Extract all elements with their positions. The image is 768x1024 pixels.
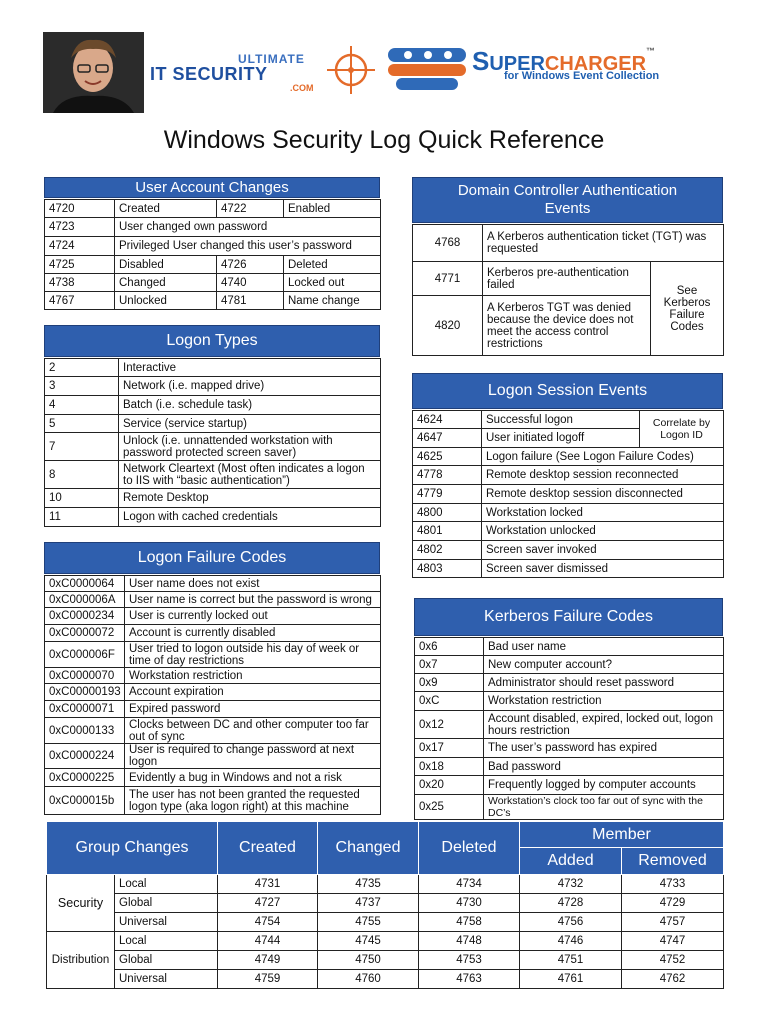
- event-desc: Enabled: [284, 200, 381, 218]
- event-id: 4801: [413, 522, 482, 541]
- event-id: 4752: [622, 951, 724, 970]
- sc-tm: ™: [646, 46, 656, 56]
- scope-label: Local: [115, 932, 218, 951]
- table-row: [413, 225, 724, 262]
- type-id: 8: [45, 461, 119, 489]
- col-deleted: Deleted: [419, 822, 520, 875]
- event-id: 4731: [218, 875, 318, 894]
- event-id: 4757: [622, 913, 724, 932]
- event-desc: Kerberos pre-authentication failed: [483, 262, 651, 296]
- failure-desc: Expired password: [125, 701, 381, 718]
- table-row: [45, 744, 381, 769]
- table-row: [415, 692, 724, 711]
- event-desc: Remote desktop session reconnected: [482, 466, 724, 485]
- failure-desc: User name is correct but the password is wrong: [125, 592, 381, 608]
- event-id: 4738: [45, 274, 115, 292]
- failure-code: 0xC0000070: [45, 668, 125, 684]
- event-id: 4737: [318, 894, 419, 913]
- group-header-row: [47, 822, 724, 848]
- table-row: [45, 218, 381, 237]
- ultimate-it-security-logo: [150, 44, 382, 100]
- event-id: 4753: [419, 951, 520, 970]
- logon-types-table: [44, 358, 381, 527]
- table-row: [47, 951, 724, 970]
- event-id: 4726: [217, 256, 284, 274]
- type-desc: Unlock (i.e. unnattended workstation with password protected screen saver): [119, 433, 381, 461]
- table-row: [47, 970, 724, 989]
- event-id: 4771: [413, 262, 483, 296]
- supercharger-logo: [386, 44, 726, 94]
- failure-code: 0xC0000071: [45, 701, 125, 718]
- type-id: 2: [45, 359, 119, 377]
- event-desc: User changed own password: [115, 218, 381, 237]
- table-row: [45, 396, 381, 415]
- event-id: 4722: [217, 200, 284, 218]
- dc-auth-header: Domain Controller Authentication Events: [412, 177, 723, 223]
- table-row: [45, 489, 381, 508]
- event-desc: Changed: [115, 274, 217, 292]
- group-changes-table: [46, 821, 724, 989]
- correlate-note: Correlate by Logon ID: [640, 411, 724, 448]
- event-desc: Name change: [284, 292, 381, 310]
- event-id: 4761: [520, 970, 622, 989]
- event-id: 4762: [622, 970, 724, 989]
- table-row: [415, 638, 724, 656]
- event-id: 4750: [318, 951, 419, 970]
- table-row: [45, 256, 381, 274]
- table-row: [45, 625, 381, 642]
- table-row: [45, 415, 381, 433]
- failure-desc: Clocks between DC and other computer too far out of sync: [125, 718, 381, 744]
- kerberos-desc: Bad password: [484, 758, 724, 776]
- event-id: 4747: [622, 932, 724, 951]
- logo-it-line2: IT SECURITY: [150, 64, 268, 84]
- type-id: 10: [45, 489, 119, 508]
- dc-auth-table: [412, 224, 724, 356]
- event-id: 4803: [413, 560, 482, 578]
- author-photo: [43, 32, 144, 113]
- kerberos-code: 0x25: [415, 795, 484, 820]
- kerberos-failure-table: [414, 637, 724, 820]
- event-desc: User initiated logoff: [482, 429, 640, 448]
- table-row: [45, 461, 381, 489]
- failure-desc: User is currently locked out: [125, 608, 381, 625]
- failure-code: 0xC0000225: [45, 769, 125, 787]
- table-row: [45, 701, 381, 718]
- logon-failure-header: Logon Failure Codes: [44, 542, 380, 574]
- table-row: [415, 795, 724, 820]
- event-desc: Deleted: [284, 256, 381, 274]
- event-id: 4748: [419, 932, 520, 951]
- type-desc: Service (service startup): [119, 415, 381, 433]
- event-id: 4759: [218, 970, 318, 989]
- category-security: Security: [47, 875, 115, 932]
- event-id: 4746: [520, 932, 622, 951]
- logon-session-table: [412, 410, 724, 578]
- event-desc: Disabled: [115, 256, 217, 274]
- event-id: 4778: [413, 466, 482, 485]
- event-id: 4727: [218, 894, 318, 913]
- table-row: [413, 560, 724, 578]
- event-id: 4729: [622, 894, 724, 913]
- table-row: [47, 932, 724, 951]
- event-id: 4647: [413, 429, 482, 448]
- event-desc: Screen saver invoked: [482, 541, 724, 560]
- col-changed: Changed: [318, 822, 419, 875]
- table-row: [47, 913, 724, 932]
- table-row: [45, 292, 381, 310]
- type-id: 11: [45, 508, 119, 527]
- type-desc: Logon with cached credentials: [119, 508, 381, 527]
- type-id: 7: [45, 433, 119, 461]
- event-id: 4740: [217, 274, 284, 292]
- type-desc: Interactive: [119, 359, 381, 377]
- table-row: [45, 684, 381, 701]
- table-row: [45, 787, 381, 815]
- kerberos-code: 0x17: [415, 739, 484, 758]
- event-desc: Workstation locked: [482, 504, 724, 522]
- table-row: [45, 608, 381, 625]
- col-removed: Removed: [622, 848, 724, 875]
- table-row: [415, 711, 724, 739]
- table-row: [45, 274, 381, 292]
- event-desc: Logon failure (See Logon Failure Codes): [482, 448, 724, 466]
- event-id: 4768: [413, 225, 483, 262]
- col-member: Member: [520, 822, 724, 848]
- failure-code: 0xC0000072: [45, 625, 125, 642]
- type-desc: Batch (i.e. schedule task): [119, 396, 381, 415]
- logon-failure-table: [44, 575, 381, 815]
- event-id: 4745: [318, 932, 419, 951]
- failure-code: 0xC0000064: [45, 576, 125, 592]
- table-row: [45, 508, 381, 527]
- event-id: 4720: [45, 200, 115, 218]
- failure-desc: User name does not exist: [125, 576, 381, 592]
- event-id: 4820: [413, 296, 483, 356]
- event-id: 4724: [45, 237, 115, 256]
- event-id: 4733: [622, 875, 724, 894]
- table-row: [413, 411, 724, 429]
- event-id: 4751: [520, 951, 622, 970]
- event-id: 4781: [217, 292, 284, 310]
- kerberos-desc: The user’s password has expired: [484, 739, 724, 758]
- table-row: [45, 576, 381, 592]
- kerberos-desc: Workstation’s clock too far out of sync with the DC’s: [484, 795, 724, 820]
- kerberos-desc: New computer account?: [484, 656, 724, 674]
- scope-label: Global: [115, 951, 218, 970]
- event-id: 4725: [45, 256, 115, 274]
- failure-desc: Evidently a bug in Windows and not a risk: [125, 769, 381, 787]
- kerberos-code: 0x6: [415, 638, 484, 656]
- logon-types-header: Logon Types: [44, 325, 380, 357]
- kerberos-desc: Frequently logged by computer accounts: [484, 776, 724, 795]
- group-changes-heading: Group Changes: [47, 822, 218, 875]
- table-row: [413, 448, 724, 466]
- kerberos-failure-header: Kerberos Failure Codes: [414, 598, 723, 636]
- table-row: [413, 466, 724, 485]
- failure-code: 0xC00000193: [45, 684, 125, 701]
- logo-it-line3: .COM: [290, 83, 314, 93]
- supercharger-tagline: for Windows Event Collection: [504, 70, 660, 82]
- event-desc: Unlocked: [115, 292, 217, 310]
- event-id: 4754: [218, 913, 318, 932]
- event-id: 4625: [413, 448, 482, 466]
- event-desc: Locked out: [284, 274, 381, 292]
- sc-bold: CHARGER: [544, 53, 647, 75]
- scope-label: Universal: [115, 913, 218, 932]
- col-added: Added: [520, 848, 622, 875]
- kerberos-code: 0x9: [415, 674, 484, 692]
- event-id: 4732: [520, 875, 622, 894]
- table-row: [45, 642, 381, 668]
- scope-label: Global: [115, 894, 218, 913]
- type-id: 3: [45, 377, 119, 396]
- kerberos-desc: Workstation restriction: [484, 692, 724, 711]
- failure-desc: Account expiration: [125, 684, 381, 701]
- failure-code: 0xC0000133: [45, 718, 125, 744]
- event-desc: Privileged User changed this user’s password: [115, 237, 381, 256]
- col-created: Created: [218, 822, 318, 875]
- event-id: 4728: [520, 894, 622, 913]
- category-distribution: Distribution: [47, 932, 115, 989]
- kerberos-note: See Kerberos Failure Codes: [651, 262, 724, 356]
- failure-code: 0xC000015b: [45, 787, 125, 815]
- event-desc: Successful logon: [482, 411, 640, 429]
- failure-desc: Workstation restriction: [125, 668, 381, 684]
- crosshair-icon: [323, 44, 379, 96]
- table-row: [47, 875, 724, 894]
- table-row: [413, 485, 724, 504]
- table-row: [45, 377, 381, 396]
- failure-code: 0xC000006F: [45, 642, 125, 668]
- event-id: 4755: [318, 913, 419, 932]
- kerberos-desc: Account disabled, expired, locked out, logon hours restriction: [484, 711, 724, 739]
- failure-desc: User tried to logon outside his day of week or time of day restrictions: [125, 642, 381, 668]
- sc-rest: UPER: [489, 53, 545, 75]
- table-row: [413, 522, 724, 541]
- failure-code: 0xC000006A: [45, 592, 125, 608]
- table-row: [415, 776, 724, 795]
- kerberos-code: 0x12: [415, 711, 484, 739]
- event-id: 4758: [419, 913, 520, 932]
- failure-desc: User is required to change password at next logon: [125, 744, 381, 769]
- table-row: [415, 739, 724, 758]
- scope-label: Universal: [115, 970, 218, 989]
- kerberos-code: 0x20: [415, 776, 484, 795]
- user-account-header: User Account Changes: [44, 177, 380, 198]
- table-row: [45, 237, 381, 256]
- event-id: 4763: [419, 970, 520, 989]
- event-id: 4730: [419, 894, 520, 913]
- table-row: [45, 592, 381, 608]
- failure-desc: The user has not been granted the requested logon type (aka logon right) at this machine: [125, 787, 381, 815]
- table-row: [413, 541, 724, 560]
- sc-lead: S: [472, 46, 490, 76]
- event-id: 4735: [318, 875, 419, 894]
- failure-desc: Account is currently disabled: [125, 625, 381, 642]
- event-desc: Remote desktop session disconnected: [482, 485, 724, 504]
- event-desc: A Kerberos authentication ticket (TGT) was requested: [483, 225, 724, 262]
- type-desc: Remote Desktop: [119, 489, 381, 508]
- logon-session-header: Logon Session Events: [412, 373, 723, 409]
- event-id: 4760: [318, 970, 419, 989]
- event-id: 4749: [218, 951, 318, 970]
- table-row: [415, 758, 724, 776]
- table-row: [45, 433, 381, 461]
- event-desc: A Kerberos TGT was denied because the device does not meet the access control restrictions: [483, 296, 651, 356]
- table-row: [413, 262, 724, 296]
- kerberos-desc: Bad user name: [484, 638, 724, 656]
- event-desc: Created: [115, 200, 217, 218]
- event-id: 4744: [218, 932, 318, 951]
- table-row: [413, 504, 724, 522]
- table-row: [415, 674, 724, 692]
- type-id: 4: [45, 396, 119, 415]
- kerberos-desc: Administrator should reset password: [484, 674, 724, 692]
- failure-code: 0xC0000234: [45, 608, 125, 625]
- event-id: 4800: [413, 504, 482, 522]
- type-desc: Network (i.e. mapped drive): [119, 377, 381, 396]
- event-id: 4723: [45, 218, 115, 237]
- event-id: 4802: [413, 541, 482, 560]
- page-title: Windows Security Log Quick Reference: [163, 126, 605, 154]
- table-row: [415, 656, 724, 674]
- table-row: [45, 668, 381, 684]
- kerberos-code: 0x18: [415, 758, 484, 776]
- event-id: 4734: [419, 875, 520, 894]
- event-id: 4756: [520, 913, 622, 932]
- table-row: [45, 359, 381, 377]
- kerberos-code: 0xC: [415, 692, 484, 711]
- event-desc: Screen saver dismissed: [482, 560, 724, 578]
- type-id: 5: [45, 415, 119, 433]
- event-id: 4779: [413, 485, 482, 504]
- table-row: [47, 894, 724, 913]
- table-row: [45, 769, 381, 787]
- event-id: 4624: [413, 411, 482, 429]
- kerberos-code: 0x7: [415, 656, 484, 674]
- logo-it-line1: ULTIMATE: [238, 52, 305, 66]
- type-desc: Network Cleartext (Most often indicates a logon to IIS with “basic authentication”): [119, 461, 381, 489]
- user-account-table: [44, 199, 381, 310]
- scope-label: Local: [115, 875, 218, 894]
- supercharger-mark-icon: [386, 46, 468, 92]
- event-desc: Workstation unlocked: [482, 522, 724, 541]
- table-row: [45, 200, 381, 218]
- event-id: 4767: [45, 292, 115, 310]
- table-row: [45, 718, 381, 744]
- failure-code: 0xC0000224: [45, 744, 125, 769]
